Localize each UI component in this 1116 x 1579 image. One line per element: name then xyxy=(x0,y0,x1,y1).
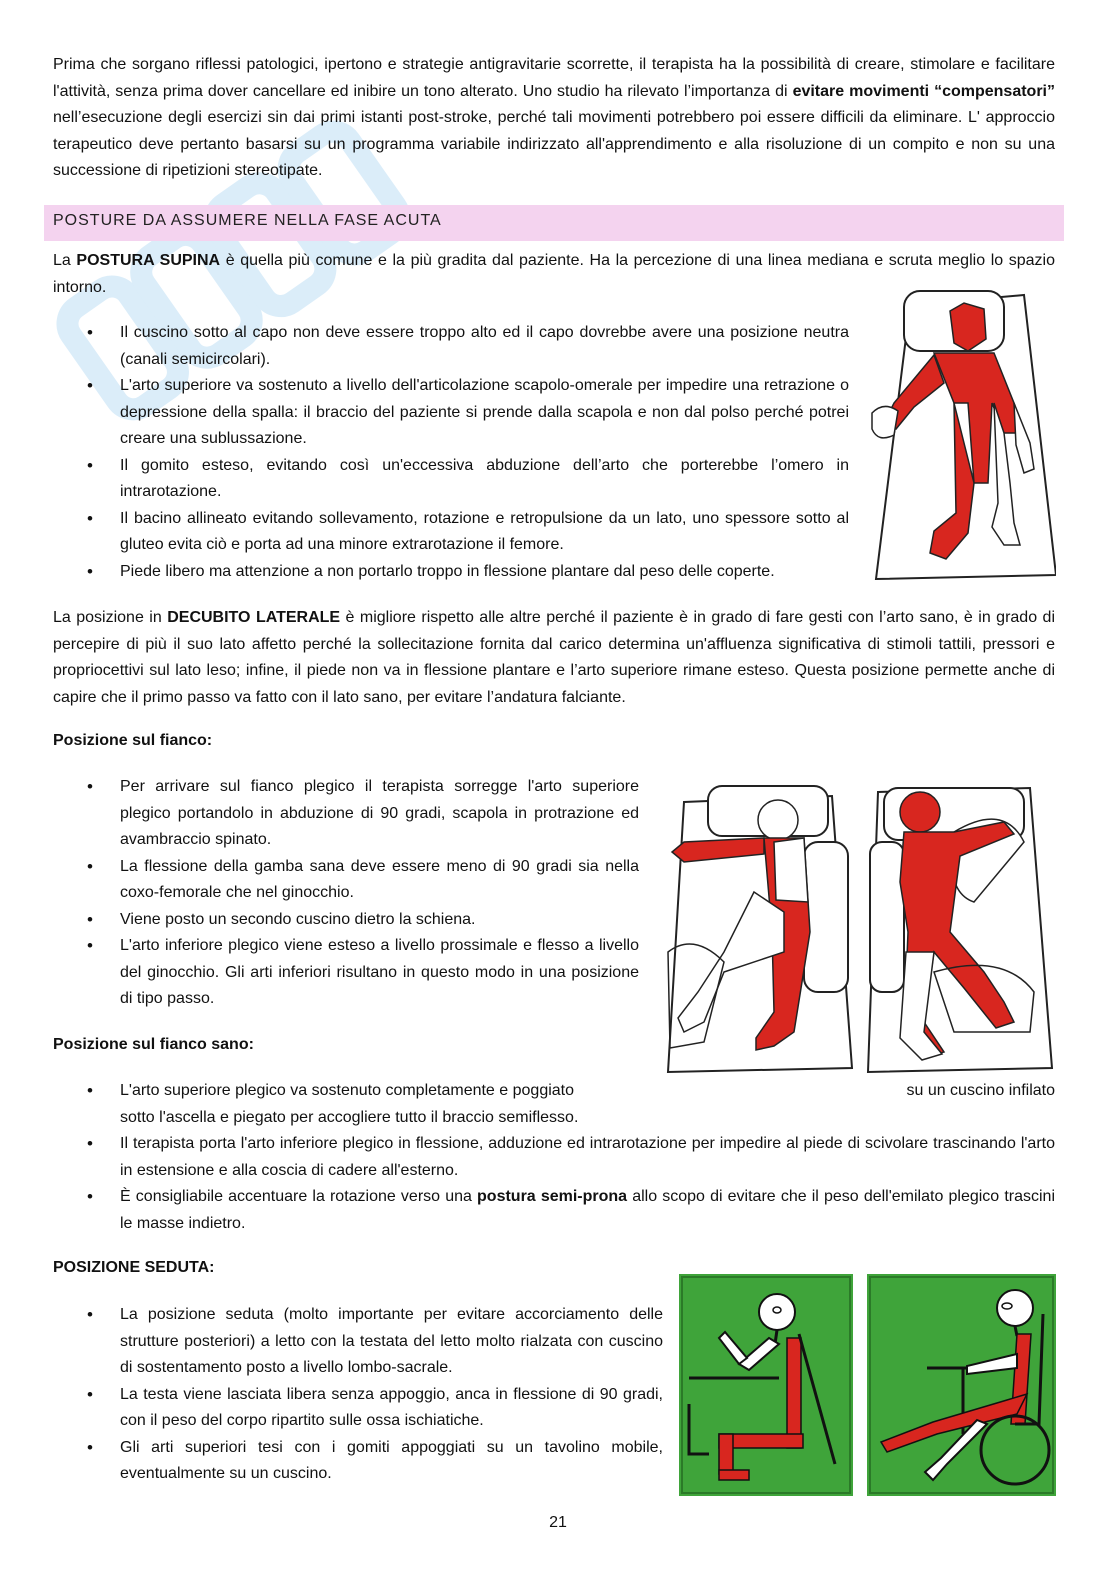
intro-paragraph xyxy=(53,52,1055,185)
fianco-sano-b1-b: su un cuscino infilato xyxy=(906,1082,1055,1099)
supina-text-bold: POSTURA SUPINA xyxy=(76,252,221,269)
side-lying-healthy-figure xyxy=(864,782,1056,1074)
fianco-sano-title: Posizione sul fianco sano: xyxy=(53,1036,254,1053)
fianco-sano-b1-a: L'arto superiore plegico va sostenuto completamente e poggiato xyxy=(120,1082,575,1099)
seated-wheelchair-figure xyxy=(867,1274,1056,1496)
seated-bed-figure xyxy=(679,1274,853,1496)
list-item: • Il cuscino sotto al capo non deve essere troppo alto ed il capo dovrebbe avere una posizione neutra (canali semicircolari). xyxy=(53,320,849,373)
list-item: • La testa viene lasciata libera senza appoggio, anca in flessione di 90 gradi, con il peso del corpo ripartito sulle ossa ischiatiche. xyxy=(53,1382,663,1435)
supine-posture-figure xyxy=(864,283,1056,581)
list-item: • La posizione seduta (molto importante per evitare accorciamento delle strutture posteriori) a letto con la testata del letto molto rialzata con cuscino di sostentamento posto a livello lombo-sacrale. xyxy=(53,1302,663,1382)
b3-post: allo scopo di evitare che il peso dell'emilato plegico trascini le masse indietro. xyxy=(120,1188,1055,1232)
fianco-list xyxy=(53,774,639,1013)
fianco-sano-b1-c: sotto l'ascella e piegato per accogliere tutto il braccio semiflesso. xyxy=(120,1108,579,1126)
section-heading-text: POSTURE DA ASSUMERE NELLA FASE ACUTA xyxy=(53,212,442,229)
intro-text-pre: Prima che sorgano riflessi patologici, ipertono e strategie antigravitarie scorrette, il terapista ha la possibilità di creare, stimolare e facilitare l'attività, senza prima dover cancellare ed inibire un tono alterato. Uno studio ha rilevato l’importanza di xyxy=(53,56,1055,100)
intro-text-post: nell’esecuzione degli esercizi sin dai primi istanti post-stroke, perché tali movimenti potrebbero poi essere difficili da eliminare. L' approccio terapeutico deve pertanto basarsi su un programma variabile indirizzato all'apprendimento e alla risoluzione di un compito e non su una successione di ripetizioni stereotipate. xyxy=(53,109,1055,179)
list-item: • La flessione della gamba sana deve essere meno di 90 gradi sia nella coxo-femorale che nel ginocchio. xyxy=(53,854,639,907)
supina-text-pre: La xyxy=(53,252,77,269)
seduta-title: POSIZIONE SEDUTA: xyxy=(53,1259,215,1276)
supina-text-post: è quella più comune e la più gradita dal paziente. Ha la percezione di una linea mediana e scruta meglio lo spazio intorno. xyxy=(53,252,1056,296)
fianco-title: Posizione sul fianco: xyxy=(53,732,213,749)
page-number: 21 xyxy=(549,1514,567,1531)
supina-list xyxy=(53,320,849,585)
list-item: • Il terapista porta l'arto inferiore plegico in flessione, adduzione ed intrarotazione per impedire al piede di scivolare trascinando l'arto in estensione e alla coscia di cadere all'esterno. xyxy=(53,1131,1055,1184)
list-item: • Per arrivare sul fianco plegico il terapista sorregge l'arto superiore plegico portandolo in abduzione di 90 gradi, scapola in protrazione ed avambraccio spinato. xyxy=(53,774,639,854)
list-item: • L'arto superiore va sostenuto a livello dell'articolazione scapolo-omerale per impedire una retrazione o depressione della spalla: il braccio del paziente si prende dalla scapola e non dal polso perché potrei creare una sublussazione. xyxy=(53,373,849,453)
laterale-paragraph xyxy=(53,605,1055,711)
laterale-text-bold: DECUBITO LATERALE xyxy=(167,609,341,626)
laterale-text-pre: La posizione in xyxy=(53,609,168,626)
list-item: • L'arto inferiore plegico viene esteso a livello prossimale e flesso a livello del ginocchio. Gli arti inferiori risultano in questo modo in una posizione di tipo passo. xyxy=(53,933,639,1013)
laterale-text-post: è migliore rispetto alle altre perché il paziente è in grado di fare gesti con l’arto sano, è in grado di percepire di più il suo lato affetto perché la sollecitazione fornita dal carico determina un'affluenza significativa di stimoli tattili, pressori e propriocettivi sul lato leso; infine, il piede non va in flessione plantare e l’arto superiore rimane esteso. Questa posizione permette anche di capire che il primo passo va fatto con il lato sano, per evitare l’andatura falciante. xyxy=(53,609,1056,706)
b3-bold: postura semi-prona xyxy=(477,1188,628,1205)
fianco-sano-list xyxy=(53,1131,1055,1237)
intro-text-bold: evitare movimenti “compensatori” xyxy=(792,82,1055,100)
list-item: • Il bacino allineato evitando sollevamento, rotazione e retropulsione da un lato, uno spessore sotto al gluteo evita ciò e porta ad una minore extrarotazione il femore. xyxy=(53,506,849,559)
list-item: • Gli arti superiori tesi con i gomiti appoggiati su un tavolino mobile, eventualmente su un cuscino. xyxy=(53,1435,663,1488)
section-heading xyxy=(44,205,1064,241)
bullet-glyph: • xyxy=(87,1081,93,1100)
list-item: • Viene posto un secondo cuscino dietro la schiena. xyxy=(53,907,639,934)
b3-pre: È consigliabile accentuare la rotazione verso una xyxy=(120,1188,478,1205)
seduta-list xyxy=(53,1302,663,1488)
list-item: • Il gomito esteso, evitando così un'eccessiva abduzione dell’arto che porterebbe l’omero in intrarotazione. xyxy=(53,453,849,506)
list-item xyxy=(53,1184,1055,1237)
side-lying-plegic-figure xyxy=(664,782,858,1074)
list-item: • Piede libero ma attenzione a non portarlo troppo in flessione plantare dal peso delle coperte. xyxy=(53,559,849,586)
